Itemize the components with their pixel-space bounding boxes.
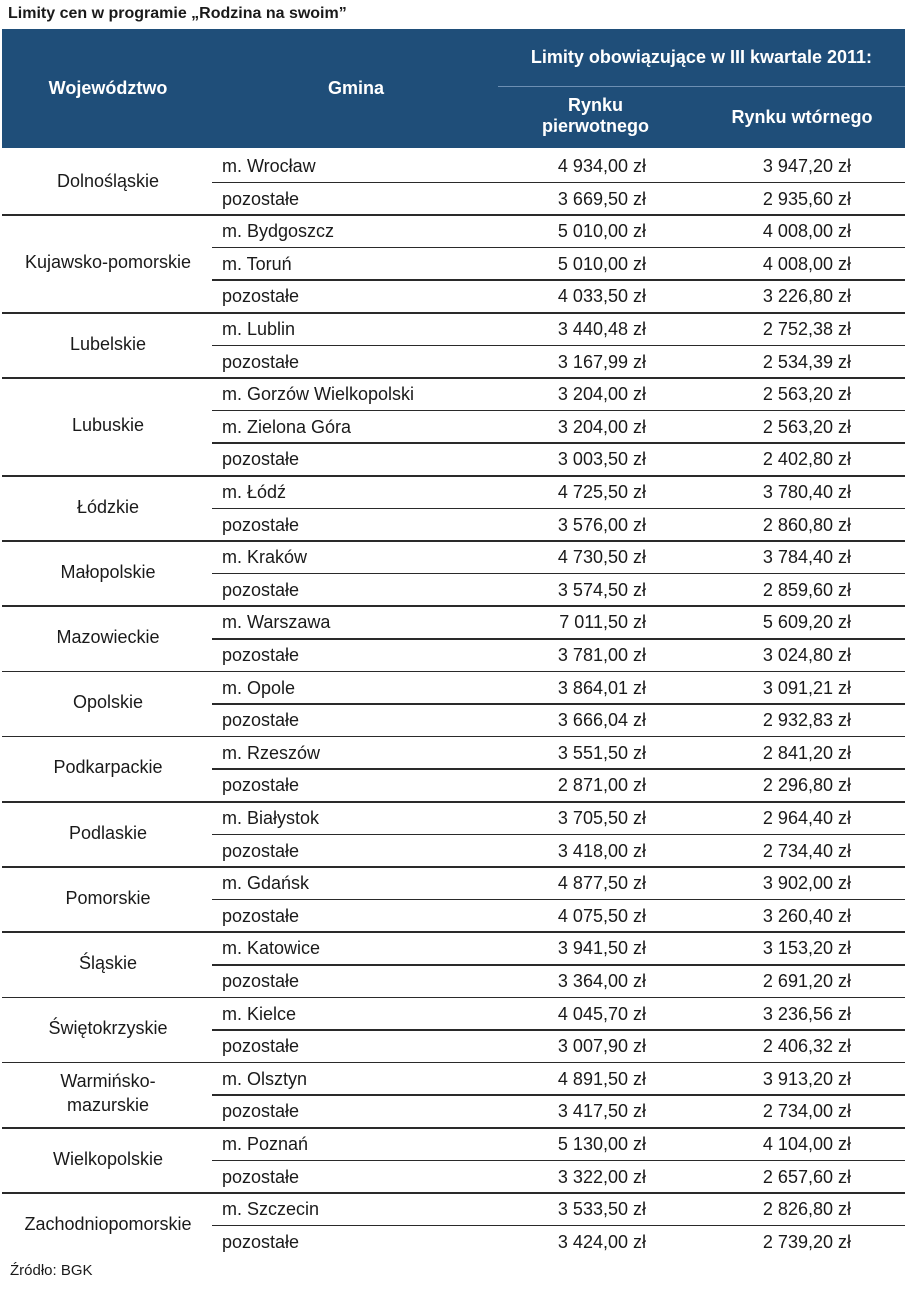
cell-gmina: m. Lublin — [222, 319, 296, 339]
cell-gmina: m. Kraków — [222, 547, 308, 568]
cell-secondary-market: 2 860,80 zł — [762, 514, 851, 535]
cell-secondary-market: 3 780,40 zł — [762, 482, 851, 502]
cell-primary-market: 4 877,50 zł — [557, 873, 646, 894]
cell-secondary-market: 3 913,20 zł — [762, 1068, 851, 1089]
group-divider — [2, 1127, 905, 1129]
row-divider — [212, 279, 905, 281]
cell-secondary-market: 2 534,39 zł — [762, 351, 851, 372]
cell-gmina: pozostałe — [222, 840, 300, 861]
wojewodztwo-label-line: Wielkopolskie — [52, 1148, 164, 1169]
cell-gmina: pozostałe — [222, 710, 300, 731]
cell-primary-market: 3 003,50 zł — [557, 449, 646, 470]
cell-secondary-market: 2 859,60 zł — [762, 579, 851, 600]
cell-primary-market: 4 730,50 zł — [557, 547, 646, 568]
row-divider — [212, 1225, 905, 1227]
header-limits-group: Limity obowiązujące w III kwartale 2011: — [530, 47, 873, 67]
cell-primary-market: 3 669,50 zł — [557, 188, 646, 209]
cell-gmina: pozostałe — [222, 188, 300, 209]
cell-secondary-market: 2 841,20 zł — [762, 742, 851, 763]
wojewodztwo-label-line: Małopolskie — [60, 561, 156, 582]
cell-wojewodztwo — [2, 169, 214, 193]
group-divider — [2, 475, 905, 477]
cell-secondary-market: 3 024,80 zł — [762, 645, 851, 665]
wojewodztwo-label-line: Dolnośląskie — [56, 170, 160, 191]
cell-wojewodztwo — [2, 413, 214, 437]
cell-gmina: m. Olsztyn — [222, 1068, 308, 1089]
cell-gmina: pozostałe — [222, 514, 300, 535]
cell-secondary-market: 2 402,80 zł — [762, 449, 851, 470]
cell-wojewodztwo — [2, 250, 214, 274]
row-divider — [212, 964, 905, 966]
cell-primary-market: 3 941,50 zł — [557, 938, 646, 959]
cell-gmina: pozostałe — [222, 1036, 300, 1057]
group-divider — [2, 801, 905, 803]
wojewodztwo-label-line: Zachodniopomorskie — [24, 1213, 192, 1234]
cell-primary-market: 3 440,48 zł — [557, 319, 646, 339]
cell-gmina: m. Gdańsk — [222, 873, 310, 894]
wojewodztwo-label-line: Łódzkie — [76, 496, 140, 517]
cell-gmina: pozostałe — [222, 579, 300, 600]
row-divider — [212, 442, 905, 444]
cell-gmina: m. Bydgoszcz — [222, 221, 335, 242]
cell-gmina: m. Szczecin — [222, 1199, 320, 1220]
cell-secondary-market: 4 008,00 zł — [762, 221, 851, 242]
cell-wojewodztwo — [2, 821, 214, 845]
group-divider — [2, 866, 905, 868]
cell-secondary-market: 2 932,83 zł — [762, 710, 851, 731]
cell-secondary-market: 3 260,40 zł — [762, 905, 851, 926]
wojewodztwo-label-line: Lubelskie — [69, 333, 147, 354]
wojewodztwo-label-line: Podkarpackie — [53, 757, 163, 778]
cell-primary-market: 4 934,00 zł — [557, 156, 646, 176]
cell-secondary-market: 3 947,20 zł — [762, 156, 851, 176]
row-divider — [212, 768, 905, 770]
cell-gmina: m. Warszawa — [222, 612, 331, 633]
row-divider — [212, 1160, 905, 1162]
cell-gmina: pozostałe — [222, 971, 300, 991]
cell-wojewodztwo — [2, 495, 214, 519]
group-divider — [2, 736, 905, 738]
wojewodztwo-label-line: Pomorskie — [65, 887, 151, 908]
cell-primary-market: 7 011,50 zł — [559, 612, 646, 633]
cell-primary-market: 3 864,01 zł — [557, 677, 646, 698]
cell-primary-market: 3 007,90 zł — [557, 1036, 646, 1057]
cell-gmina: m. Gorzów Wielkopolski — [222, 384, 415, 405]
wojewodztwo-label-line: Kujawsko-pomorskie — [24, 252, 192, 273]
cell-gmina: pozostałe — [222, 645, 300, 665]
cell-wojewodztwo — [2, 625, 214, 649]
cell-secondary-market: 2 826,80 zł — [762, 1199, 851, 1220]
cell-secondary-market: 2 752,38 zł — [762, 319, 851, 339]
cell-wojewodztwo — [2, 1016, 214, 1040]
page-title: Limity cen w programie „Rodzina na swoim” — [8, 5, 347, 22]
wojewodztwo-label-line: Podlaskie — [68, 822, 148, 843]
row-divider — [212, 345, 905, 347]
cell-primary-market: 5 010,00 zł — [557, 253, 646, 274]
header-wojewodztwo: Województwo — [48, 78, 168, 98]
cell-gmina: m. Zielona Góra — [222, 416, 352, 437]
cell-primary-market: 4 725,50 zł — [557, 482, 646, 502]
group-divider — [2, 931, 905, 933]
row-divider — [212, 1094, 905, 1096]
cell-primary-market: 3 322,00 zł — [557, 1166, 646, 1187]
cell-primary-market: 3 424,00 zł — [557, 1231, 646, 1252]
wojewodztwo-label-line: Lubuskie — [71, 415, 145, 436]
cell-gmina: pozostałe — [222, 449, 300, 470]
cell-secondary-market: 2 935,60 zł — [762, 188, 851, 209]
cell-secondary-market: 2 406,32 zł — [762, 1036, 851, 1057]
cell-primary-market: 3 204,00 zł — [557, 416, 646, 437]
cell-secondary-market: 3 784,40 zł — [762, 547, 851, 568]
source-note: Źródło: BGK — [10, 1262, 93, 1279]
group-divider — [2, 605, 905, 607]
group-divider — [2, 671, 905, 673]
wojewodztwo-label-line: Świętokrzyskie — [48, 1018, 168, 1039]
cell-secondary-market: 4 008,00 zł — [762, 253, 851, 274]
cell-wojewodztwo — [2, 560, 214, 584]
cell-secondary-market: 4 104,00 zł — [762, 1134, 851, 1154]
cell-secondary-market: 2 296,80 zł — [762, 775, 851, 796]
cell-wojewodztwo — [2, 690, 214, 714]
group-divider — [2, 997, 905, 999]
cell-primary-market: 3 418,00 zł — [557, 840, 646, 861]
cell-primary-market: 4 045,70 zł — [557, 1003, 646, 1024]
cell-primary-market: 3 533,50 zł — [557, 1199, 646, 1220]
header-gmina: Gmina — [327, 78, 384, 98]
cell-primary-market: 3 781,00 zł — [557, 645, 646, 665]
cell-secondary-market: 3 902,00 zł — [762, 873, 851, 894]
cell-secondary-market: 2 691,20 zł — [762, 971, 851, 991]
wojewodztwo-label-line: Śląskie — [78, 953, 138, 973]
row-divider — [212, 834, 905, 836]
group-divider — [2, 540, 905, 542]
cell-primary-market: 5 010,00 zł — [557, 221, 646, 242]
group-divider — [2, 1062, 905, 1064]
wojewodztwo-label-line: Mazowieckie — [56, 627, 160, 647]
row-divider — [212, 899, 905, 901]
group-divider — [2, 377, 905, 379]
group-divider — [2, 214, 905, 216]
cell-gmina: m. Poznań — [222, 1134, 309, 1154]
row-divider — [212, 247, 905, 249]
row-divider — [212, 638, 905, 640]
row-divider — [212, 1029, 905, 1031]
cell-secondary-market: 2 657,60 zł — [762, 1166, 851, 1187]
cell-gmina: pozostałe — [222, 905, 300, 926]
cell-gmina: m. Rzeszów — [222, 742, 321, 763]
cell-secondary-market: 2 734,00 zł — [762, 1101, 851, 1122]
cell-secondary-market: 2 739,20 zł — [762, 1231, 851, 1252]
cell-secondary-market: 3 226,80 zł — [762, 286, 851, 307]
cell-wojewodztwo — [2, 886, 214, 910]
cell-primary-market: 3 551,50 zł — [557, 742, 646, 763]
cell-primary-market: 3 574,50 zł — [557, 579, 646, 600]
cell-gmina: pozostałe — [222, 1101, 300, 1122]
cell-gmina: m. Białystok — [222, 808, 320, 828]
row-divider — [212, 410, 905, 412]
row-divider — [212, 703, 905, 705]
cell-gmina: m. Łódź — [222, 482, 287, 502]
cell-wojewodztwo — [2, 951, 214, 975]
cell-primary-market: 3 417,50 zł — [557, 1101, 646, 1122]
cell-gmina: m. Kielce — [222, 1003, 297, 1024]
cell-gmina: pozostałe — [222, 775, 300, 796]
cell-gmina: m. Opole — [222, 677, 296, 698]
group-divider — [2, 1192, 905, 1194]
cell-wojewodztwo — [2, 1212, 214, 1236]
group-divider — [2, 312, 905, 314]
header-primary-line2: pierwotnego — [542, 116, 649, 136]
cell-gmina: m. Wrocław — [222, 156, 316, 176]
cell-primary-market: 3 576,00 zł — [557, 514, 646, 535]
cell-primary-market: 4 075,50 zł — [557, 905, 646, 926]
header-secondary-market: Rynku wtórnego — [731, 107, 873, 127]
cell-primary-market: 3 204,00 zł — [557, 384, 646, 405]
cell-gmina: pozostałe — [222, 351, 300, 372]
header-primary-line1: Rynku — [567, 95, 623, 115]
wojewodztwo-label-line: Opolskie — [72, 692, 144, 713]
wojewodztwo-label-line: Warmińsko- — [60, 1071, 156, 1092]
cell-wojewodztwo — [2, 1147, 214, 1171]
cell-gmina: m. Toruń — [222, 253, 292, 274]
cell-secondary-market: 3 236,56 zł — [762, 1003, 851, 1024]
cell-wojewodztwo — [2, 755, 214, 779]
cell-primary-market: 3 167,99 zł — [557, 351, 646, 372]
row-divider — [212, 573, 905, 575]
cell-primary-market: 2 871,00 zł — [557, 775, 646, 796]
cell-wojewodztwo — [2, 332, 214, 356]
cell-gmina: m. Katowice — [222, 938, 321, 959]
cell-primary-market: 3 705,50 zł — [557, 808, 646, 828]
cell-primary-market: 3 666,04 zł — [557, 710, 646, 731]
cell-secondary-market: 2 964,40 zł — [762, 808, 851, 828]
cell-primary-market: 4 033,50 zł — [557, 286, 646, 307]
row-divider — [212, 508, 905, 510]
cell-gmina: pozostałe — [222, 1231, 300, 1252]
cell-primary-market: 4 891,50 zł — [557, 1068, 646, 1089]
cell-secondary-market: 3 091,21 zł — [762, 677, 851, 698]
cell-wojewodztwo — [2, 1069, 214, 1117]
cell-gmina: pozostałe — [222, 1166, 300, 1187]
cell-secondary-market: 2 734,40 zł — [762, 840, 851, 861]
wojewodztwo-label-line: mazurskie — [66, 1095, 150, 1116]
cell-gmina: pozostałe — [222, 286, 300, 307]
cell-secondary-market: 3 153,20 zł — [762, 938, 851, 959]
cell-secondary-market: 2 563,20 zł — [762, 384, 851, 405]
row-divider — [212, 182, 905, 184]
cell-primary-market: 3 364,00 zł — [557, 971, 646, 991]
cell-primary-market: 5 130,00 zł — [557, 1134, 646, 1154]
cell-secondary-market: 5 609,20 zł — [762, 612, 851, 633]
cell-secondary-market: 2 563,20 zł — [762, 416, 851, 437]
